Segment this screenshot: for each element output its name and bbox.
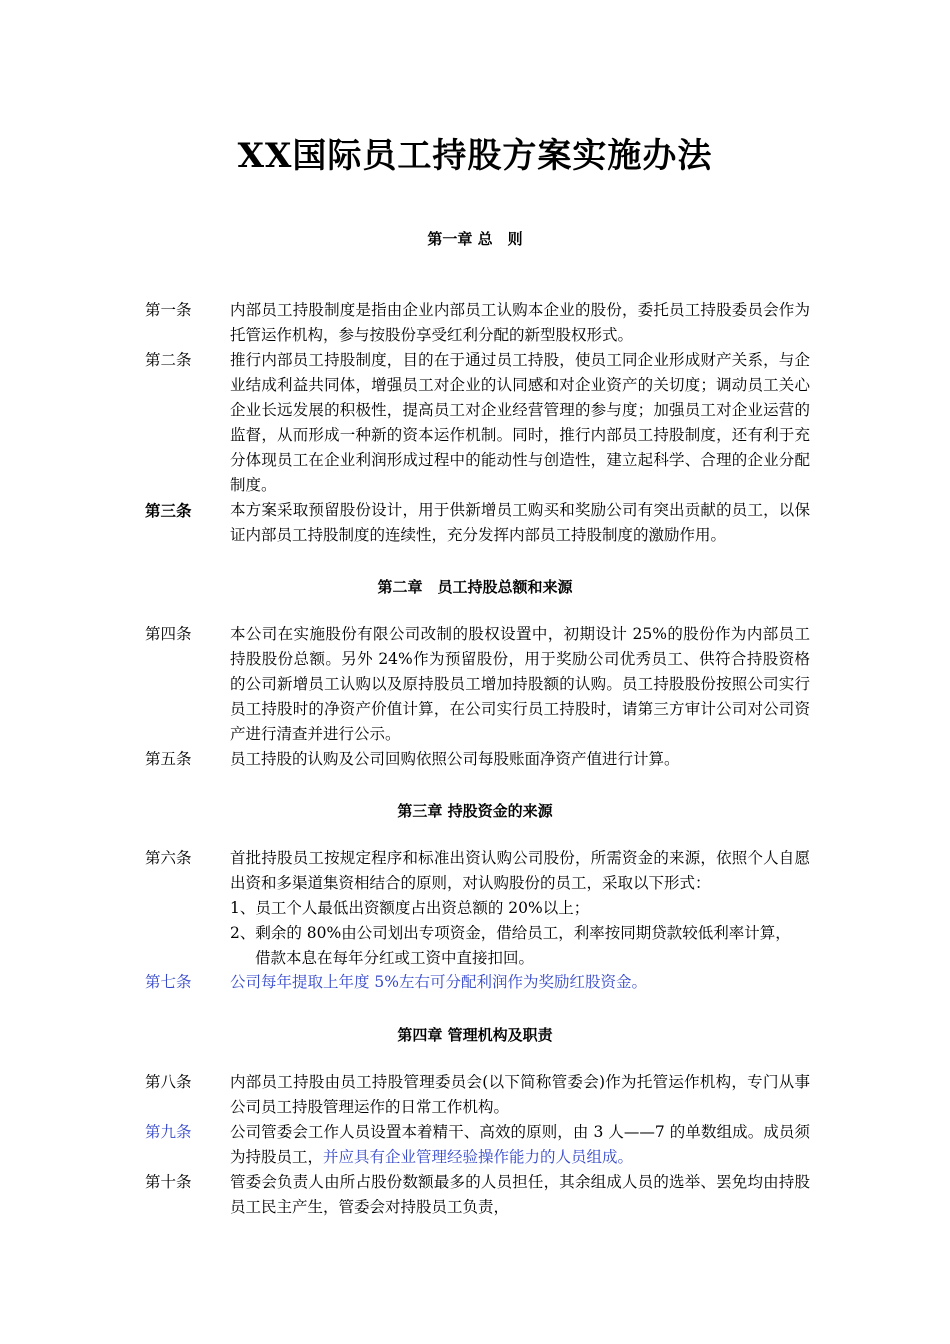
article-text: 内部员工持股制度是指由企业内部员工认购本企业的股份，委托员工持股委员会作为托管运作机构，参与按股份享受红利分配的新型股权形式。 [230,301,810,344]
chapter-1-heading: 第一章 总 则 [427,230,523,248]
article-label: 第六条 [145,849,192,867]
chapter-2-heading: 第二章 员工持股总额和来源 [377,578,573,596]
article-6-item-1: 1、员工个人最低出资额度占出资总额的 20%以上； [230,899,590,917]
article-label: 第五条 [145,750,192,768]
article-1 [145,298,810,348]
article-3 [145,498,810,548]
article-text [230,1120,810,1170]
article-6 [145,846,810,971]
item-2-continuation: 借款本息在每年分红或工资中直接扣回。 [255,949,535,967]
document-title: XX国际员工持股方案实施办法 [237,136,713,176]
item-2-text: 2、剩余的 80%由公司划出专项资金，借给员工，利率按同期贷款较低利率计算， [230,924,791,942]
article-9-text-main: 公司管委会工作人员设置本着精干、高效的原则，由 3 人——7 的单数组成。成员须为持股员工， [230,1123,810,1166]
article-8 [145,1070,810,1120]
article-9 [145,1120,810,1170]
article-text: 本方案采取预留股份设计，用于供新增员工购买和奖励公司有突出贡献的员工，以保证内部员工持股制度的连续性，充分发挥内部员工持股制度的激励作用。 [230,501,810,544]
article-2 [145,348,810,498]
article-text: 首批持股员工按规定程序和标准出资认购公司股份，所需资金的来源，依照个人自愿出资和多渠道集资相结合的原则，对认购股份的员工，采取以下形式： [230,849,810,892]
article-6-item-2 [230,921,810,971]
article-4 [145,622,810,747]
article-label: 第四条 [145,625,192,643]
article-text: 本公司在实施股份有限公司改制的股权设置中，初期设计 25%的股份作为内部员工持股股份总额。另外 24%作为预留股份，用于奖励公司优秀员工、供符合持股资格的公司新增员工认购以及原持股员工增加持股额的认购。员工持股股份按照公司实行员工持股时的净资产价值计算，在公司实行员工持股时，请第三方审计公司对公司资产进行清查并进行公示。 [230,625,810,743]
article-label: 第八条 [145,1073,192,1091]
article-label: 第三条 [145,501,192,520]
article-label: 第九条 [145,1123,192,1141]
chapter-3-heading: 第三章 持股资金的来源 [397,802,553,820]
article-7 [145,970,810,995]
article-5 [145,747,810,772]
article-10 [145,1170,810,1220]
article-label: 第十条 [145,1173,192,1191]
article-text: 员工持股的认购及公司回购依照公司每股账面净资产值进行计算。 [230,750,680,768]
article-text: 内部员工持股由员工持股管理委员会(以下简称管委会)作为托管运作机构，专门从事公司员工持股管理运作的日常工作机构。 [230,1073,810,1116]
article-label: 第七条 [145,973,192,991]
article-text: 公司每年提取上年度 5%左右可分配利润作为奖励红股资金。 [230,973,648,991]
article-text: 推行内部员工持股制度，目的在于通过员工持股，使员工同企业形成财产关系，与企业结成利益共同体，增强员工对企业的认同感和对企业资产的关切度；调动员工关心企业长远发展的积极性，提高员工对企业经营管理的参与度；加强员工对企业运营的监督，从而形成一种新的资本运作机制。同时，推行内部员工持股制度，还有利于充分体现员工在企业利润形成过程中的能动性与创造性，建立起科学、合理的企业分配制度。 [230,351,810,494]
chapter-4-heading: 第四章 管理机构及职责 [397,1026,553,1044]
article-text: 管委会负责人由所占股份数额最多的人员担任，其余组成人员的选举、罢免均由持股员工民主产生，管委会对持股员工负责， [230,1173,810,1216]
article-label: 第二条 [145,351,192,369]
article-9-text-highlight: 并应具有企业管理经验操作能力的人员组成。 [323,1148,634,1166]
article-label: 第一条 [145,301,192,319]
